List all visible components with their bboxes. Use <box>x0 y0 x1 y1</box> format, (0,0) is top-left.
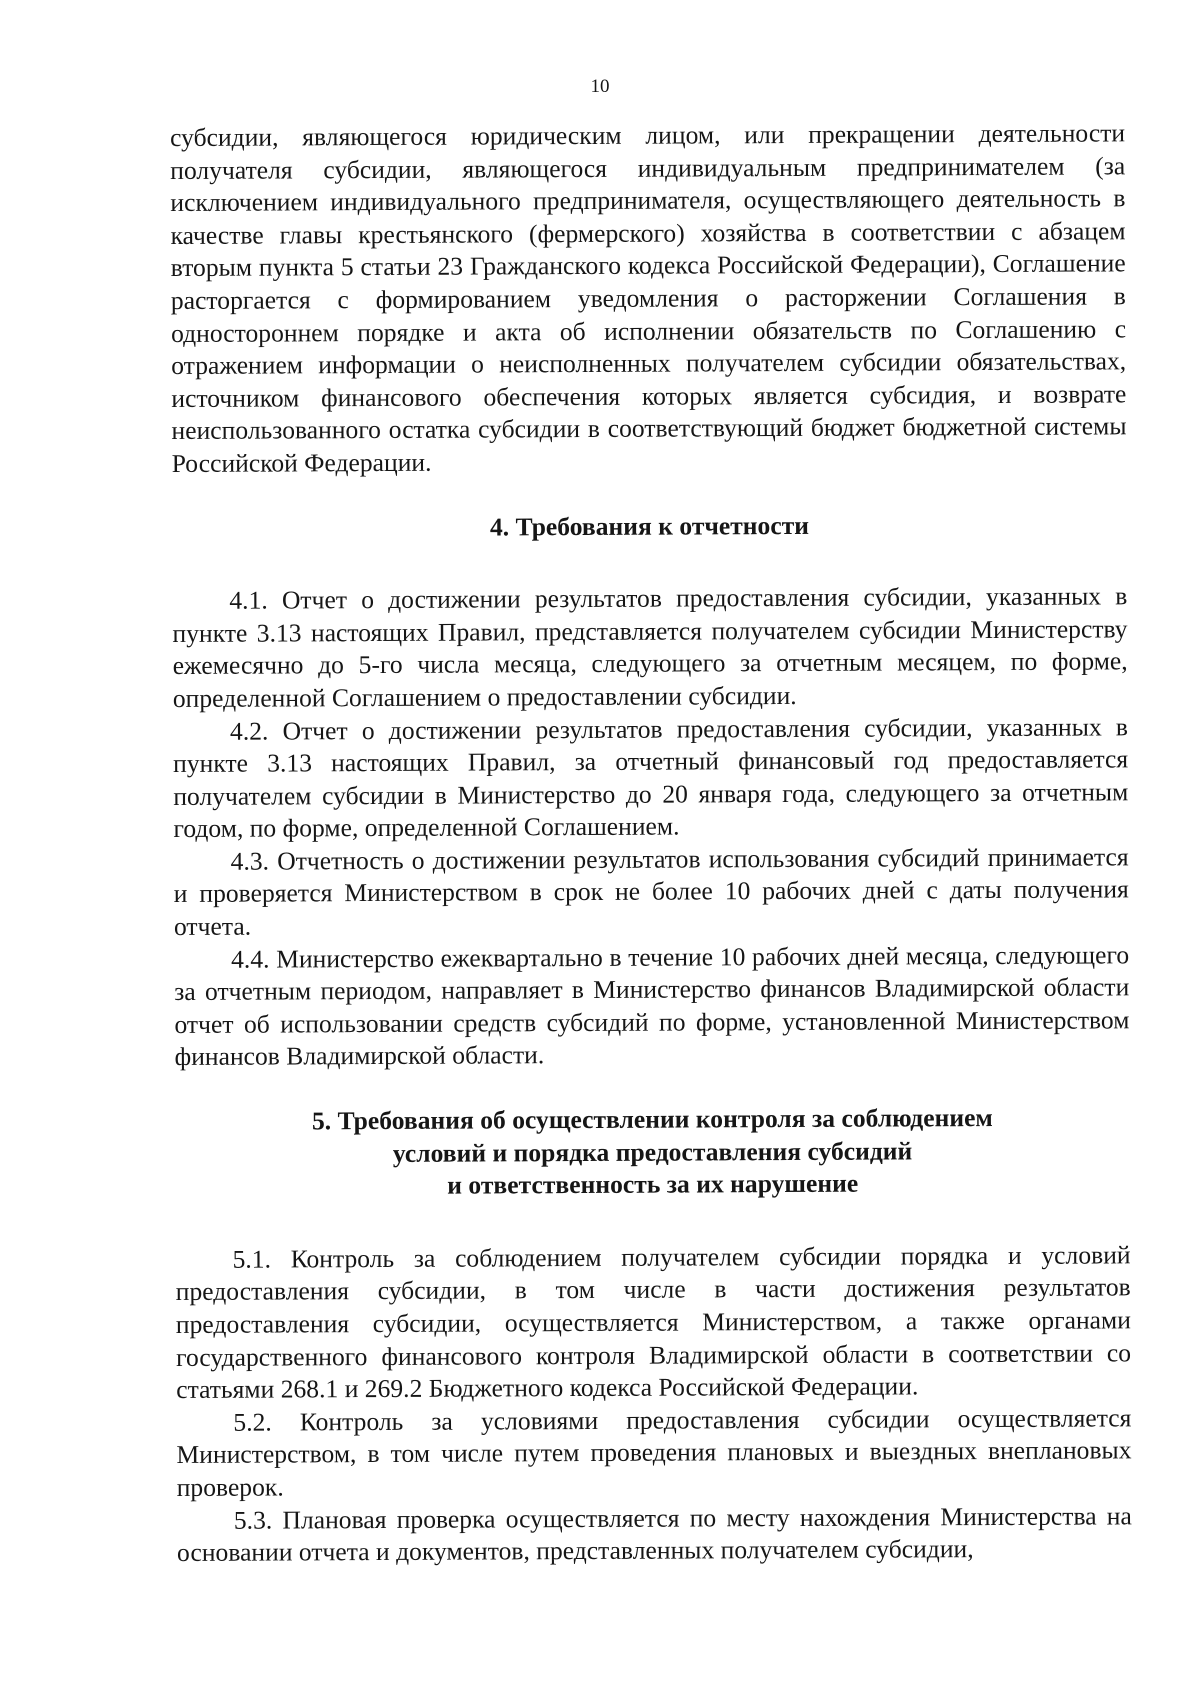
paragraph-5-1: 5.1. Контроль за соблюдением получателем субсидии порядка и условий предоставления субсидии, в том числе в части достижения результатов предоставления субсидии, осуществляется Министерством, а также органами государственного финансового контроля Владимирской области в соответствии со статьями 268.1 и 269.2 Бюджетного кодекса Российской Федерации. <box>175 1240 1132 1405</box>
continuation-paragraph: субсидии, являющегося юридическим лицом, или прекращении деятельности получателя субсидии, являющегося индивидуальным предпринимателем (за исключением индивидуального предпринимателя, осуществляющего деятельность в качестве главы крестьянского (фермерского) хозяйства в соответствии с абзацем вторым пункта 5 статьи 23 Гражданского кодекса Российской Федерации), Соглашение расторгается с формированием уведомления о расторжении Соглашения в одностороннем порядке и акта об исполнении обязательств по Соглашению с отражением информации о неисполненных получателем субсидии обязательствах, источником финансового обеспечения которых является субсидия, и возврате неиспользованного остатка субсидии в соответствующий бюджет бюджетной системы Российской Федерации. <box>170 118 1127 478</box>
section-5-heading: 5. Требования об осуществлении контроля за соблюдением условий и порядка предоставления субсидий и ответственность за их нарушение <box>311 1103 993 1200</box>
page-number: 10 <box>590 76 610 97</box>
document-body <box>170 117 1132 1569</box>
paragraph-5-3: 5.3. Плановая проверка осуществляется по месту нахождения Министерства на основании отчета и документов, представленных получателем субсидии, <box>176 1500 1132 1568</box>
paragraph-4-3: 4.3. Отчетность о достижении результатов использования субсидий принимается и проверяется Министерством в срок не более 10 рабочих дней с даты получения отчета. <box>173 842 1129 942</box>
section-4-heading: 4. Требования к отчетности <box>489 510 810 541</box>
paragraph-4-1: 4.1. Отчет о достижении результатов предоставления субсидии, указанных в пункте 3.13 настоящих Правил, представляется получателем субсидии Министерству ежемесячно до 5-го числа месяца, следующего за отчетным месяцем, по форме, определенной Соглашением о предоставлении субсидии. <box>172 581 1128 713</box>
paragraph-5-2: 5.2. Контроль за условиями предоставления субсидии осуществляется Министерством, в том числе путем проведения плановых и выездных внеплановых проверок. <box>176 1403 1132 1502</box>
paragraph-4-2: 4.2. Отчет о достижении результатов предоставления субсидии, указанных в пункте 3.13 настоящих Правил, за отчетный финансовый год предоставляется получателем субсидии в Министерство до 20 января года, следующего за отчетным годом, по форме, определенной Соглашением. <box>173 711 1129 844</box>
paragraph-4-4: 4.4. Министерство ежеквартально в течение 10 рабочих дней месяца, следующего за отчетным периодом, направляет в Министерство финансов Владимирской области отчет об использовании средств субсидий по форме, установленной Министерством финансов Владимирской области. <box>174 939 1130 1072</box>
